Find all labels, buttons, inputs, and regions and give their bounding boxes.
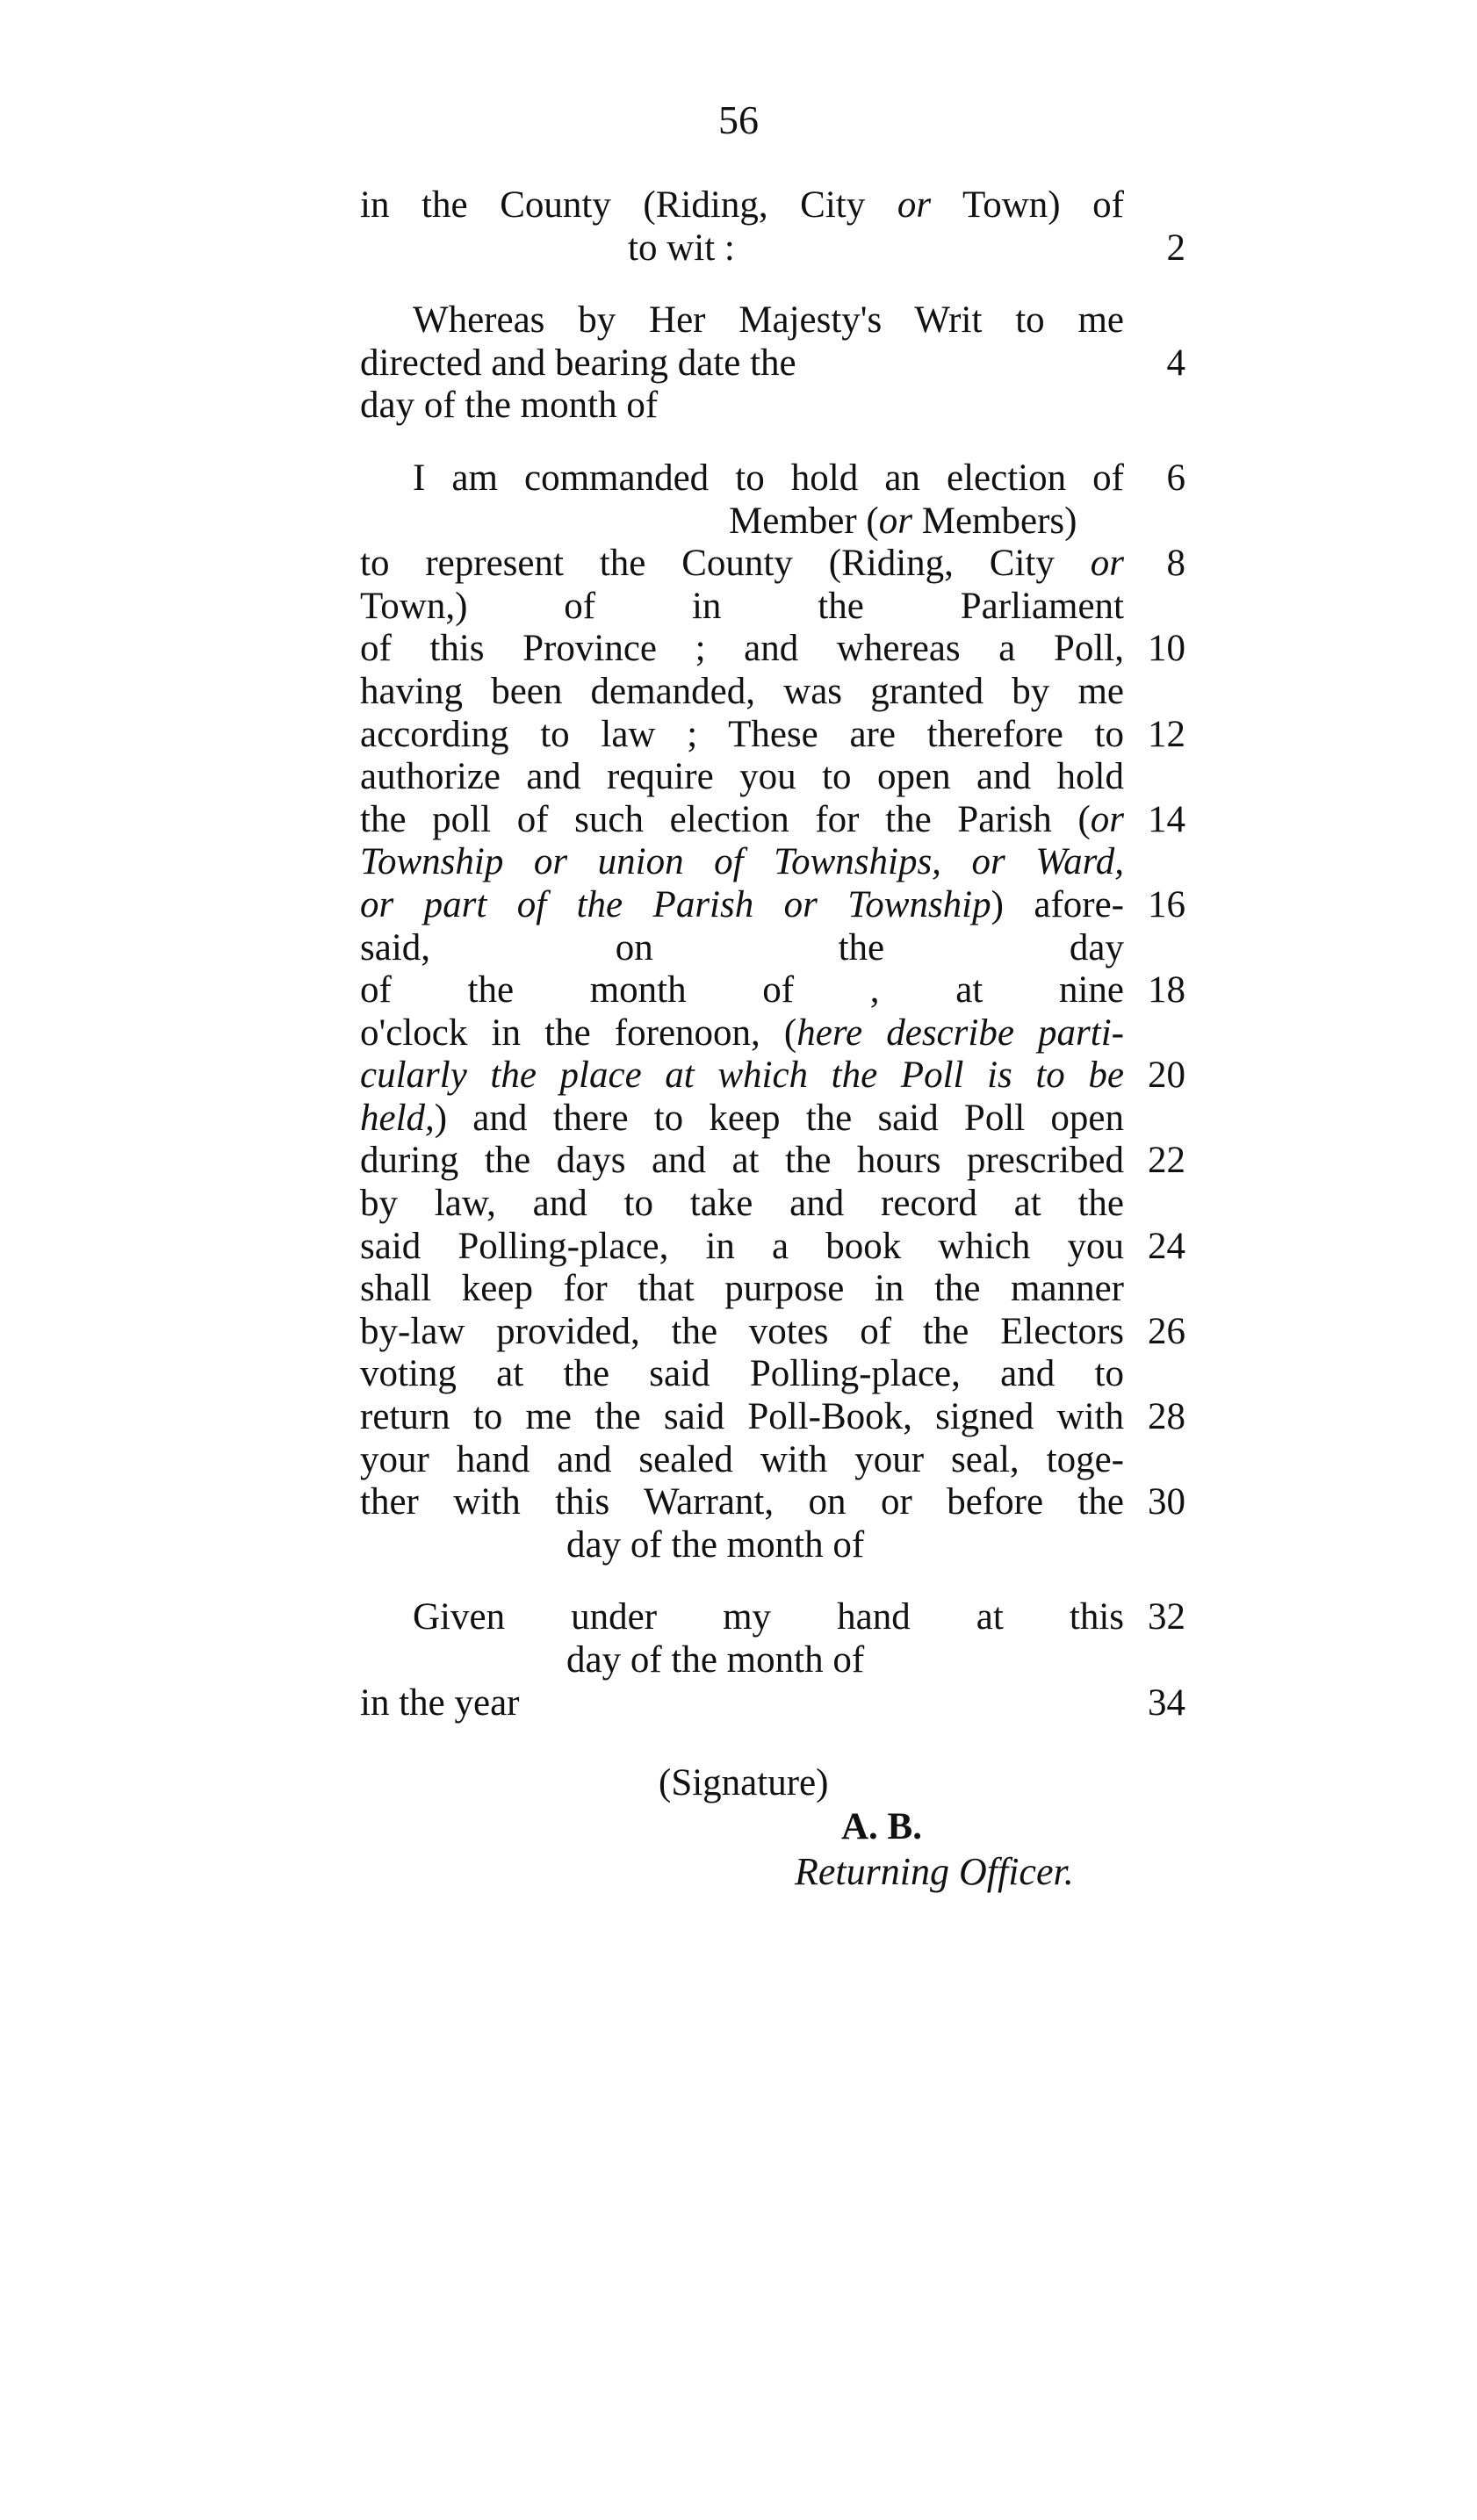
text-line	[360, 841, 1185, 884]
roman-text: directed and bearing date the	[360, 342, 796, 384]
line-text	[360, 628, 1124, 671]
signature-initials: A. B.	[841, 1806, 922, 1847]
roman-text: Members)	[911, 500, 1077, 542]
italic-text: or	[878, 500, 912, 542]
roman-text: I am commanded to hold an election of	[413, 457, 1124, 499]
roman-text: of the month of , at nine	[360, 969, 1124, 1012]
text-line	[360, 500, 1185, 544]
text-line	[360, 227, 1185, 270]
signature-label: (Signature)	[659, 1762, 829, 1804]
text-line	[360, 1682, 1185, 1725]
line-text	[360, 756, 1124, 799]
text-line	[360, 1524, 1185, 1567]
italic-text: held,	[360, 1097, 435, 1139]
text-line	[360, 543, 1185, 586]
roman-text: Member (	[729, 500, 879, 542]
roman-text: Town) of	[931, 184, 1125, 226]
roman-text: to represent the County (Riding, City	[360, 543, 1091, 585]
line-text	[413, 457, 1124, 500]
italic-text: or	[1090, 798, 1124, 840]
line-text	[360, 841, 1124, 884]
line-number: 22	[1148, 1140, 1185, 1182]
roman-text: in the year	[360, 1681, 520, 1724]
line-number: 10	[1148, 628, 1185, 670]
roman-text: said, on the day	[360, 926, 1124, 968]
line-text	[360, 1226, 1124, 1269]
line-text	[360, 1353, 1124, 1396]
italic-text: Township or union of Townships, or Ward,	[360, 841, 1124, 883]
text-line	[360, 1353, 1185, 1396]
paragraph-gap	[360, 1566, 1185, 1596]
line-number: 30	[1148, 1481, 1185, 1523]
roman-text: according to law ; These are therefore to	[360, 713, 1124, 755]
line-number: 34	[1148, 1681, 1185, 1724]
text-line	[360, 799, 1185, 842]
paragraph-gap	[360, 428, 1185, 457]
line-text	[360, 1098, 1124, 1141]
text-line	[360, 756, 1185, 799]
text-line	[360, 1140, 1185, 1183]
line-number: 20	[1148, 1055, 1185, 1097]
roman-text: having been demanded, was granted by me	[360, 670, 1124, 712]
roman-text: Whereas by Her Majesty's Writ to me	[413, 299, 1124, 342]
roman-text: by-law provided, the votes of the Electors	[360, 1310, 1124, 1352]
roman-text: day of the month of	[566, 1523, 865, 1566]
text-line	[360, 1268, 1185, 1311]
line-text	[360, 1268, 1124, 1311]
text-line	[360, 1098, 1185, 1141]
line-number: 32	[1148, 1596, 1185, 1638]
text-line	[360, 1639, 1185, 1682]
roman-text: ther with this Warrant, on or before the	[360, 1481, 1124, 1523]
text-line	[360, 927, 1185, 970]
line-text	[360, 1311, 1124, 1354]
roman-text: by law, and to take and record at the	[360, 1183, 1124, 1225]
line-number: 26	[1148, 1310, 1185, 1352]
text-line	[360, 1481, 1185, 1524]
line-text	[360, 1055, 1124, 1098]
roman-text: Town,) of in the Parliament	[360, 585, 1124, 627]
roman-text: ) and there to keep the said Poll open	[434, 1097, 1124, 1139]
line-number: 16	[1148, 883, 1185, 925]
roman-text: return to me the said Poll-Book, signed with	[360, 1396, 1124, 1438]
roman-text: said Polling-place, in a book which you	[360, 1225, 1124, 1267]
text-line	[360, 457, 1185, 500]
roman-text: your hand and sealed with your seal, toge-	[360, 1438, 1124, 1480]
line-text	[566, 1639, 864, 1682]
text-line	[360, 1596, 1185, 1639]
line-text	[360, 884, 1124, 927]
roman-text: authorize and require you to open and hold	[360, 756, 1124, 798]
text-line	[360, 184, 1185, 227]
italic-text: here describe parti-	[796, 1012, 1124, 1054]
text-line	[360, 1055, 1185, 1098]
line-text	[360, 543, 1124, 586]
paragraph-gap	[360, 270, 1185, 299]
line-text	[360, 1481, 1124, 1524]
line-number: 14	[1148, 798, 1185, 840]
roman-text: ) afore-	[991, 883, 1125, 925]
line-text	[360, 1012, 1124, 1055]
roman-text: voting at the said Polling-place, and to	[360, 1353, 1124, 1395]
line-number: 8	[1166, 543, 1185, 585]
roman-text: in the County (Riding, City	[360, 184, 897, 226]
line-number: 6	[1166, 457, 1185, 499]
line-text	[360, 342, 796, 385]
text-line	[360, 299, 1185, 342]
text-line	[360, 1012, 1185, 1055]
line-text	[360, 1183, 1124, 1226]
line-text	[360, 799, 1124, 842]
italic-text: or	[1090, 543, 1124, 585]
page-number: 56	[718, 97, 759, 142]
text-line	[360, 1396, 1185, 1439]
text-line	[360, 628, 1185, 671]
line-text	[566, 1524, 864, 1567]
text-line	[360, 1439, 1185, 1482]
line-text	[360, 714, 1124, 757]
line-number: 2	[1166, 227, 1185, 269]
text-line	[360, 1183, 1185, 1226]
line-text	[360, 1396, 1124, 1439]
roman-text: o'clock in the forenoon, (	[360, 1012, 797, 1054]
signature-title: Returning Officer.	[795, 1850, 1074, 1893]
line-text	[360, 1682, 519, 1725]
line-text	[413, 1596, 1124, 1639]
line-text	[360, 927, 1124, 970]
line-text	[628, 227, 735, 270]
line-number: 12	[1148, 713, 1185, 755]
text-line	[360, 586, 1185, 629]
roman-text: to wit :	[628, 227, 735, 269]
italic-text: cularly the place at which the Poll is to be	[360, 1055, 1124, 1097]
line-text	[360, 1439, 1124, 1482]
text-line	[360, 342, 1185, 385]
italic-text: or	[897, 184, 932, 226]
text-line	[360, 969, 1185, 1012]
text-line	[360, 714, 1185, 757]
line-number: 24	[1148, 1225, 1185, 1267]
warrant-text	[360, 184, 1185, 1724]
line-number: 28	[1148, 1396, 1185, 1438]
line-text	[360, 184, 1124, 227]
line-text	[360, 586, 1124, 629]
italic-text: or part of the Parish or Township	[360, 883, 991, 925]
line-text	[360, 385, 658, 428]
roman-text: day of the month of	[360, 385, 659, 427]
roman-text: of this Province ; and whereas a Poll,	[360, 628, 1124, 670]
line-number: 4	[1166, 342, 1185, 384]
roman-text: the poll of such election for the Parish (	[360, 798, 1091, 840]
text-line	[360, 385, 1185, 428]
text-line	[360, 671, 1185, 714]
roman-text: Given under my hand at this	[413, 1596, 1124, 1638]
text-line	[360, 884, 1185, 927]
line-number: 18	[1148, 969, 1185, 1012]
line-text	[729, 500, 1077, 544]
roman-text: day of the month of	[566, 1639, 865, 1681]
text-line	[360, 1226, 1185, 1269]
roman-text: shall keep for that purpose in the manner	[360, 1268, 1124, 1310]
roman-text: during the days and at the hours prescribed	[360, 1140, 1124, 1182]
line-text	[360, 969, 1124, 1012]
text-line	[360, 1311, 1185, 1354]
line-text	[360, 1140, 1124, 1183]
line-text	[360, 671, 1124, 714]
line-text	[413, 299, 1124, 342]
